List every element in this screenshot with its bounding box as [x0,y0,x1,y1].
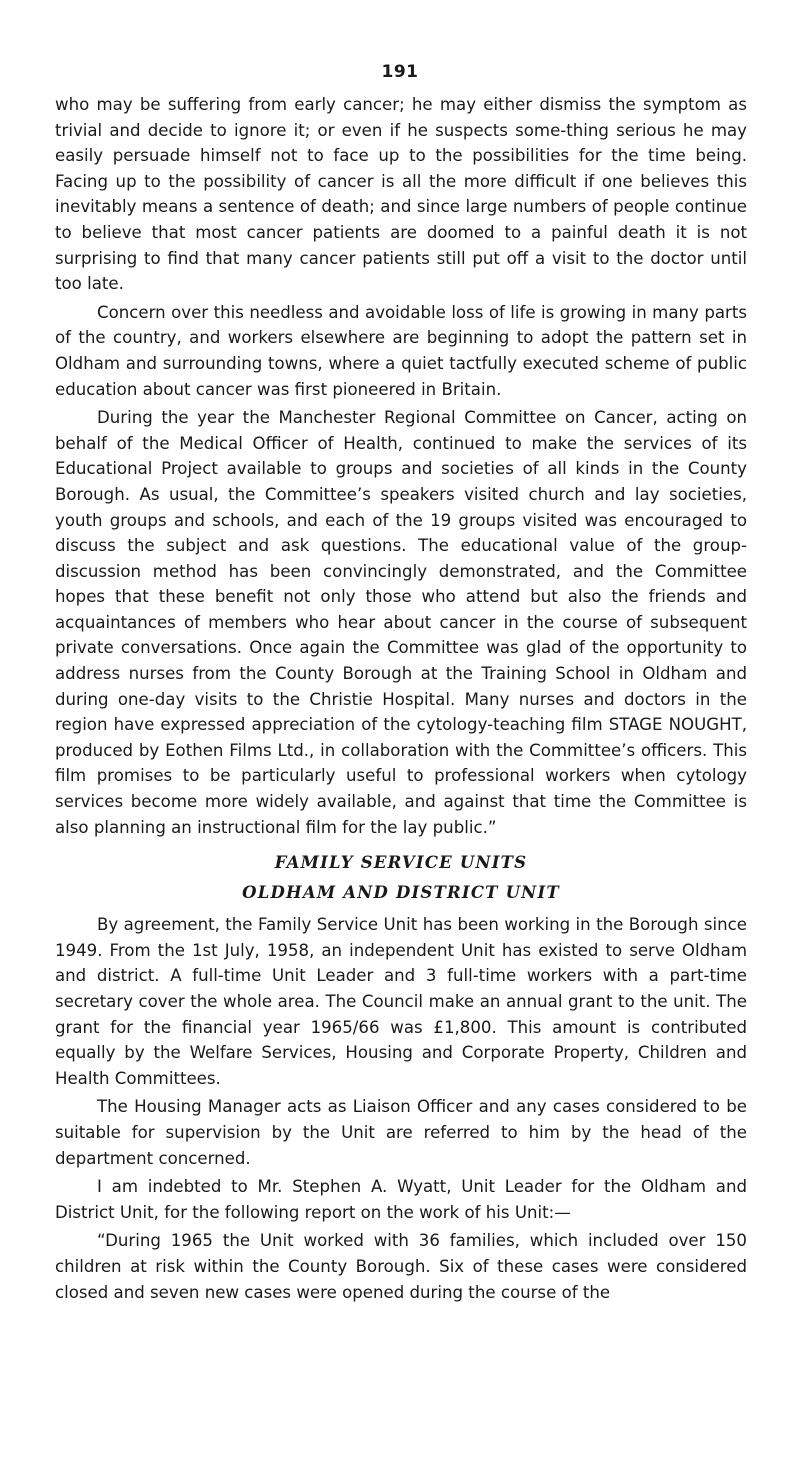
section-heading: FAMILY SERVICE UNITS [274,853,528,873]
section-subheading: OLDHAM AND DISTRICT UNIT [242,883,560,903]
paragraph-regional-committee: During the year the Manchester Regional Committee on Cancer, acting on behalf of the Medical Officer of Health, continued to make the services of its Educational Project available to groups and societies of all kinds in the County Borough. As usual, the Committee’s speakers visited church and lay societies, youth groups and schools, and each of the 19 groups visited was encouraged to discuss the subject and ask questions. The educational value of the group-discussion method has been convincingly demonstrated, and the Committee hopes that these benefit not only those who attend but also the friends and acquaintances of members who hear about cancer in the course of subsequent private conversations. Once again the Committee was glad of the opportunity to address nurses from the County Borough at the Training School in Oldham and during one-day visits to the Christie Hospital. Many nurses and doctors in the region have expressed appreciation of the cytology-teaching film STAGE NOUGHT, produced by Eothen Films Ltd., in collaboration with the Committee’s officers. This film promises to be particularly useful to professional workers when cytology services become more widely available, and against that time the Committee is also planning an instructional film for the lay public.” [55,408,747,837]
paragraph-concern: Concern over this needless and avoidable loss of life is growing in many parts of the country, and workers elsewhere are beginning to adopt the pattern set in Oldham and surrounding towns, where a quiet tactfully executed scheme of public education about cancer was first pioneered in Britain. [55,302,747,399]
paragraph-housing-manager: The Housing Manager acts as Liaison Officer and any cases considered to be suitable for supervision by the Unit are referred to him by the head of the department concerned. [55,1097,747,1168]
paragraph-cancer-symptoms: who may be suffering from early cancer; he may either dismiss the symptom as trivial and decide to ignore it; or even if he suspects some-thing serious he may easily persuade himself not to face up to the possibilities for the time being. Facing up to the possibility of cancer is all the more difficult if one believes this inevitably means a sentence of death; and since large numbers of people continue to believe that most cancer patients are doomed to a painful death it is not surprising to find that many cancer patients still put off a visit to the doctor until too late. [55,95,747,294]
body-text [55,92,747,1308]
paragraph-indebted: I am indebted to Mr. Stephen A. Wyatt, Unit Leader for the Oldham and District Unit, for the following report on the work of his Unit:— [55,1177,747,1222]
paragraph-report-quote: “During 1965 the Unit worked with 36 families, which included over 150 children at risk within the County Borough. Six of these cases were considered closed and seven new cases were opened during the course of the [55,1231,747,1302]
page-number: 191 [381,62,419,82]
paragraph-agreement: By agreement, the Family Service Unit has been working in the Borough since 1949. From the 1st July, 1958, an independent Unit has existed to serve Oldham and district. A full-time Unit Leader and 3 full-time workers with a part-time secretary cover the whole area. The Council make an annual grant to the unit. The grant for the financial year 1965/66 was £1,800. This amount is contributed equally by the Welfare Services, Housing and Corporate Property, Children and Health Committees. [55,915,747,1088]
